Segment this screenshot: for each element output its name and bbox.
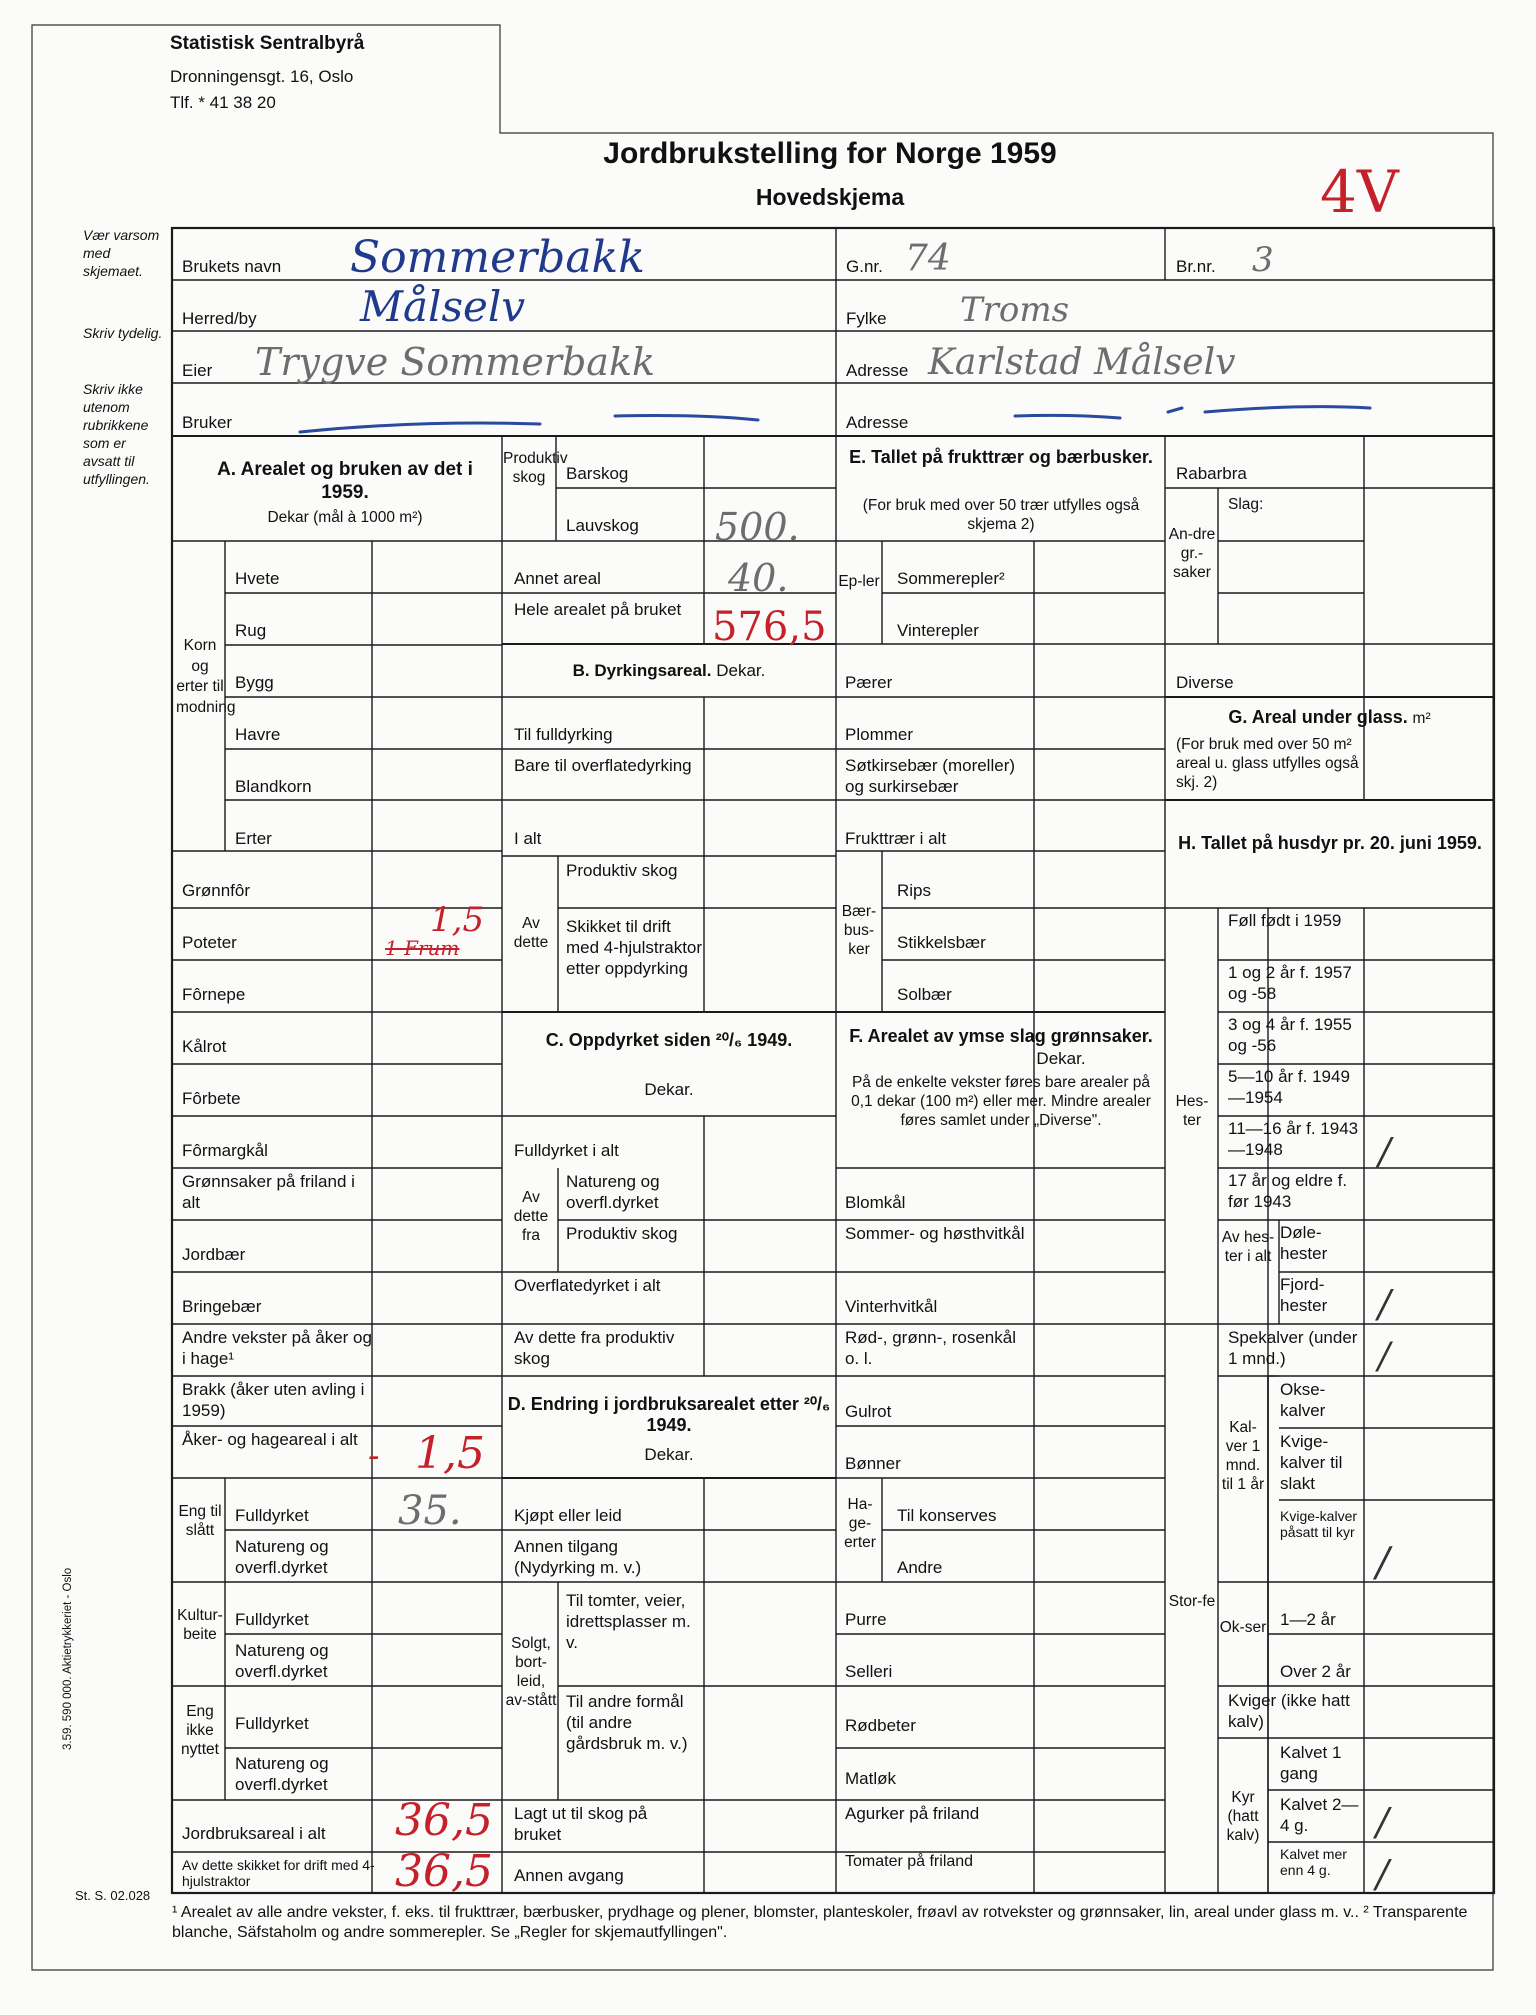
a-jordbaer: Jordbær <box>182 1245 246 1264</box>
h-kalvet-1: Kalvet 1 gang <box>1280 1743 1342 1783</box>
a-aker-hage: Åker- og hageareal i alt <box>182 1430 358 1449</box>
f-hageerter: Ha-ge-erter <box>844 1496 876 1551</box>
b-i-alt: I alt <box>514 829 542 848</box>
section-h-title: H. Tallet på husdyr pr. 20. juni 1959. <box>1178 833 1482 853</box>
agency-address: Dronningensgt. 16, Oslo <box>170 67 354 86</box>
c-natureng: Natureng og overfl.dyrket <box>566 1172 660 1212</box>
margin-note-1: Vær varsom med skjemaet. <box>83 227 160 279</box>
annet-areal-value[interactable]: 40. <box>728 556 789 600</box>
e-kirsebaer: Søtkirsebær (moreller) og surkirsebær <box>845 756 1016 796</box>
f-rodbeter: Rødbeter <box>845 1716 916 1735</box>
section-e-title: E. Tallet på frukttrær og bærbusker. <box>849 447 1153 467</box>
b-overflate: Bare til overflatedyrking <box>514 756 692 775</box>
lauvskog-label: Lauvskog <box>566 516 639 535</box>
eng-til-slatt-label: Eng til slått <box>178 1503 222 1539</box>
herred-value[interactable]: Målselv <box>360 282 526 331</box>
h-fjord-value[interactable]: / <box>1378 1282 1391 1326</box>
eier-label: Eier <box>182 361 213 380</box>
andre-grsaker-label: An-dre gr.-saker <box>1168 526 1216 581</box>
section-b-heading <box>502 660 836 681</box>
brnr-value[interactable]: 3 <box>1252 240 1274 280</box>
eng-fulldyrket-value[interactable]: 35. <box>398 1488 462 1534</box>
lauvskog-value[interactable]: 500. <box>715 505 800 549</box>
adresse1-value[interactable]: Karlstad Målselv <box>928 342 1236 383</box>
h-1-2-ar: 1 og 2 år f. 1957 og -58 <box>1228 963 1352 1003</box>
section-c-title: C. Oppdyrket siden ²⁰/₆ 1949. <box>545 1030 793 1050</box>
f-sommerkal: Sommer- og høsthvitkål <box>845 1224 1025 1243</box>
h-11-16-ar: 11—16 år f. 1943—1948 <box>1228 1119 1359 1159</box>
f-blomkal: Blomkål <box>845 1193 906 1212</box>
c-produktiv-skog: Produktiv skog <box>566 1224 678 1243</box>
f-rodkal: Rød-, grønn-, rosenkål o. l. <box>845 1328 1016 1368</box>
adresse2-label: Adresse <box>846 413 909 432</box>
e-stikkelsbaer: Stikkelsbær <box>897 933 986 952</box>
d-annen-avgang: Annen avgang <box>514 1866 624 1885</box>
print-code: 3.59. 590 000. Aktietrykkeriet - Oslo <box>62 1567 74 1750</box>
b-produktiv-skog: Produktiv skog <box>566 861 678 880</box>
section-d-unit: Dekar. <box>644 1445 694 1464</box>
section-c-unit: Dekar. <box>644 1080 694 1099</box>
annet-areal-label: Annet areal <box>514 569 601 588</box>
d-andre-formal: Til andre formål (til andre gårdsbruk m. v.) <box>566 1692 688 1753</box>
barskog-label: Barskog <box>566 464 629 483</box>
h-hester-label: Hes-ter <box>1175 1093 1209 1129</box>
fylke-value[interactable]: Troms <box>960 290 1070 330</box>
agency-name: Statistisk Sentralbyrå <box>170 33 365 54</box>
korn-havre: Havre <box>235 725 281 744</box>
poteter-value[interactable]: 1,5 <box>430 900 485 940</box>
d-lagt-ut: Lagt ut til skog på bruket <box>514 1804 648 1844</box>
d-kjopt: Kjøpt eller leid <box>514 1506 622 1525</box>
section-a-note: Dekar (mål à 1000 m²) <box>267 509 423 526</box>
aker-minus: - <box>368 1436 380 1476</box>
jordbruksareal-label: Jordbruksareal i alt <box>182 1824 326 1843</box>
korn-blandkorn: Blandkorn <box>235 777 312 796</box>
f-purre: Purre <box>845 1610 887 1629</box>
section-b-title: B. Dyrkingsareal. <box>572 661 712 680</box>
eng-fulldyrket: Fulldyrket <box>235 1506 309 1525</box>
h-spekalver-value[interactable]: / <box>1378 1336 1391 1377</box>
f-tomater: Tomater på friland <box>845 1853 974 1870</box>
a-kalrot: Kålrot <box>182 1037 227 1056</box>
hele-arealet-value[interactable]: 576,5 <box>712 604 827 650</box>
e-plommer: Plommer <box>845 725 914 744</box>
h-kyr-2-4-value[interactable]: / <box>1376 1800 1389 1844</box>
h-fjordhester: Fjord-hester <box>1280 1275 1328 1315</box>
bruker-label: Bruker <box>182 413 233 432</box>
h-kviger: Kviger (ikke hatt kalv) <box>1228 1691 1350 1731</box>
korn-erter: Erter <box>235 829 272 848</box>
kultur-fulldyrket: Fulldyrket <box>235 1610 309 1629</box>
h-okser-over-2: Over 2 år <box>1280 1662 1351 1681</box>
a-brakk: Brakk (åker uten avling i 1959) <box>182 1380 365 1420</box>
form-title: Jordbrukstelling for Norge 1959 <box>603 137 1057 170</box>
section-g-heading <box>1165 707 1494 728</box>
section-g-unit: m² <box>1412 710 1431 727</box>
a-formargkal: Fôrmargkål <box>182 1141 268 1160</box>
slag-label: Slag: <box>1228 496 1264 513</box>
b-til-fulldyrking: Til fulldyrking <box>514 725 613 744</box>
b-av-dette: Av dette <box>513 915 549 951</box>
adresse1-label: Adresse <box>846 361 909 380</box>
korn-group-label: Korn og erter til modning <box>176 637 236 716</box>
a-andre-vekster: Andre vekster på åker og i hage¹ <box>182 1328 372 1368</box>
h-11-16-value[interactable]: / <box>1378 1130 1391 1174</box>
gnr-value[interactable]: 74 <box>905 238 951 279</box>
f-vinterhvitkal: Vinterhvitkål <box>845 1297 938 1316</box>
korn-rug: Rug <box>235 621 267 640</box>
kulturbeite-label: Kultur-beite <box>177 1607 223 1643</box>
h-av-hester: Av hes-ter i alt <box>1221 1229 1275 1265</box>
d-solgt: Solgt, bort-leid, av-stått <box>505 1635 557 1709</box>
brukets-navn-value[interactable]: Sommerbakk <box>350 232 645 283</box>
d-tomter: Til tomter, veier, idrettsplasser m. v. <box>566 1591 691 1652</box>
h-storfe-label: Stor-fe <box>1168 1593 1216 1610</box>
h-5-10-ar: 5—10 år f. 1949—1954 <box>1228 1067 1350 1107</box>
gnr-label: G.nr. <box>846 257 883 276</box>
f-konserves: Til konserves <box>897 1506 997 1525</box>
h-kvigekalver-slakt: Kvige-kalver til slakt <box>1280 1432 1343 1493</box>
h-3-4-ar: 3 og 4 år f. 1955 og -56 <box>1228 1015 1352 1055</box>
e-rips: Rips <box>897 881 932 900</box>
brnr-label: Br.nr. <box>1176 257 1216 276</box>
section-a-title: A. Arealet og bruken av det i 1959. <box>217 459 473 503</box>
f-gulrot: Gulrot <box>845 1402 892 1421</box>
a-poteter: Poteter <box>182 933 237 952</box>
form-subtitle: Hovedskjema <box>755 184 905 210</box>
ikke-natureng: Natureng og overfl.dyrket <box>235 1754 329 1794</box>
h-kalver: Kal-ver 1 mnd. til 1 år <box>1221 1419 1265 1493</box>
e-frukttraer-i-alt: Frukttrær i alt <box>845 829 947 848</box>
e-vinterepler: Vinterepler <box>897 621 979 640</box>
e-paerer: Pærer <box>845 673 893 692</box>
section-d-title: D. Endring i jordbruksarealet etter ²⁰/₆ 1949. <box>507 1394 831 1435</box>
h-foll: Føll født i 1959 <box>1228 911 1342 930</box>
a-forbete: Fôrbete <box>182 1089 241 1108</box>
herred-label: Herred/by <box>182 309 257 328</box>
e-solbaer: Solbær <box>897 985 952 1004</box>
margin-note-2: Skriv tydelig. <box>83 325 163 341</box>
rabarbra-label: Rabarbra <box>1176 464 1247 483</box>
a-fornepe: Fôrnepe <box>182 985 246 1004</box>
korn-hvete: Hvete <box>235 569 280 588</box>
f-selleri: Selleri <box>845 1662 893 1681</box>
h-dolehester: Døle-hester <box>1280 1223 1328 1263</box>
e-baerbusker: Bær-bus-ker <box>841 903 877 958</box>
f-bonner: Bønner <box>845 1454 901 1473</box>
a-gronnfor: Grønnfôr <box>182 881 251 900</box>
section-g-note: (For bruk med over 50 m² areal u. glass utfylles også skj. 2) <box>1176 736 1359 791</box>
h-kvigekalver-pasatt: Kvige-kalver påsatt til kyr <box>1280 1508 1358 1540</box>
c-av-dette-fra: Av dette fra <box>513 1189 549 1244</box>
hele-arealet-label: Hele arealet på bruket <box>514 600 682 619</box>
a-bringebaer: Bringebær <box>182 1297 262 1316</box>
skikket-value[interactable]: 36,5 <box>395 1846 493 1897</box>
h-spekalver: Spekalver (under 1 mnd.) <box>1228 1328 1358 1368</box>
produktiv-skog-label: Produktiv skog <box>503 450 568 486</box>
diverse-label: Diverse <box>1176 673 1234 692</box>
h-oksekalver: Okse-kalver <box>1280 1380 1326 1420</box>
section-f-note: På de enkelte vekster føres bare arealer på 0,1 dekar (100 m²) eller mer. Mindre arealer føres samlet under „Diverse". <box>851 1074 1151 1129</box>
h-kalvet-2-4: Kalvet 2—4 g. <box>1280 1795 1359 1835</box>
h-kalvet-4: Kalvet mer enn 4 g. <box>1280 1846 1347 1878</box>
a-gronnsaker: Grønnsaker på friland i alt <box>182 1172 355 1212</box>
h-kyr: Kyr (hatt kalv) <box>1226 1789 1260 1844</box>
margin-note-3: Skriv ikke utenom rubrikkene som er avsatt til utfyllingen. <box>83 381 150 487</box>
ikke-fulldyrket: Fulldyrket <box>235 1714 309 1733</box>
c-fra-skog: Av dette fra produktiv skog <box>514 1328 675 1368</box>
footnote: ¹ Arealet av alle andre vekster, f. eks. til frukttrær, bærbusker, prydhage og plener, blomster, planteskoler, frøavl av rotvekster og grønnsaker, lin, areal under glass m. v.. ² Transparente blanche, Säfstaholm og andre sommerepler. Se „Regler for skjemautfyllingen". <box>172 1904 1468 1941</box>
skikket-label: Av dette skikket for drift med 4-hjulstraktor <box>182 1857 375 1889</box>
section-f-title: F. Arealet av ymse slag grønnsaker. <box>849 1026 1153 1046</box>
c-fulldyrket: Fulldyrket i alt <box>514 1141 619 1160</box>
e-sommerepler: Sommerepler² <box>897 569 1005 588</box>
h-okser-1-2: 1—2 år <box>1280 1610 1336 1629</box>
section-e-note: (For bruk med over 50 trær utfylles også skjema 2) <box>862 497 1140 533</box>
e-epler: Ep-ler <box>838 573 880 590</box>
eng-ikke-nyttet-label: Eng ikke nyttet <box>181 1703 219 1758</box>
c-overflate: Overflatedyrket i alt <box>514 1276 661 1295</box>
d-tilgang: Annen tilgang (Nydyrking m. v.) <box>514 1537 642 1577</box>
form-code: St. S. 02.028 <box>75 1888 151 1903</box>
poteter-old-value: 1 Frum <box>385 936 460 960</box>
kultur-natureng: Natureng og overfl.dyrket <box>235 1641 329 1681</box>
eier-value[interactable]: Trygve Sommerbakk <box>255 340 656 384</box>
eng-natureng: Natureng og overfl.dyrket <box>235 1537 329 1577</box>
h-17-ar: 17 år og eldre f. før 1943 <box>1228 1171 1348 1211</box>
corner-mark: 4V <box>1320 158 1399 226</box>
f-agurker: Agurker på friland <box>845 1804 980 1823</box>
f-andre: Andre <box>897 1558 943 1577</box>
fylke-label: Fylke <box>846 309 887 328</box>
section-g-title: G. Areal under glass. <box>1228 707 1408 727</box>
h-kyr-4-value[interactable]: / <box>1376 1852 1389 1896</box>
korn-bygg: Bygg <box>235 673 274 692</box>
b-skikket: Skikket til drift med 4-hjulstraktor etter oppdyrking <box>566 917 703 978</box>
section-b-unit: Dekar. <box>716 661 766 680</box>
section-f-unit: Dekar. <box>1036 1049 1086 1068</box>
h-kvige-pasatt-value[interactable]: / <box>1376 1540 1390 1586</box>
h-okser: Ok-ser <box>1219 1619 1267 1636</box>
agency-phone: Tlf. * 41 38 20 <box>170 93 276 112</box>
brukets-navn-label: Brukets navn <box>182 257 282 276</box>
jordbruksareal-value[interactable]: 36,5 <box>395 1795 493 1846</box>
aker-value[interactable]: 1,5 <box>415 1428 485 1479</box>
f-matlok: Matløk <box>845 1769 896 1788</box>
